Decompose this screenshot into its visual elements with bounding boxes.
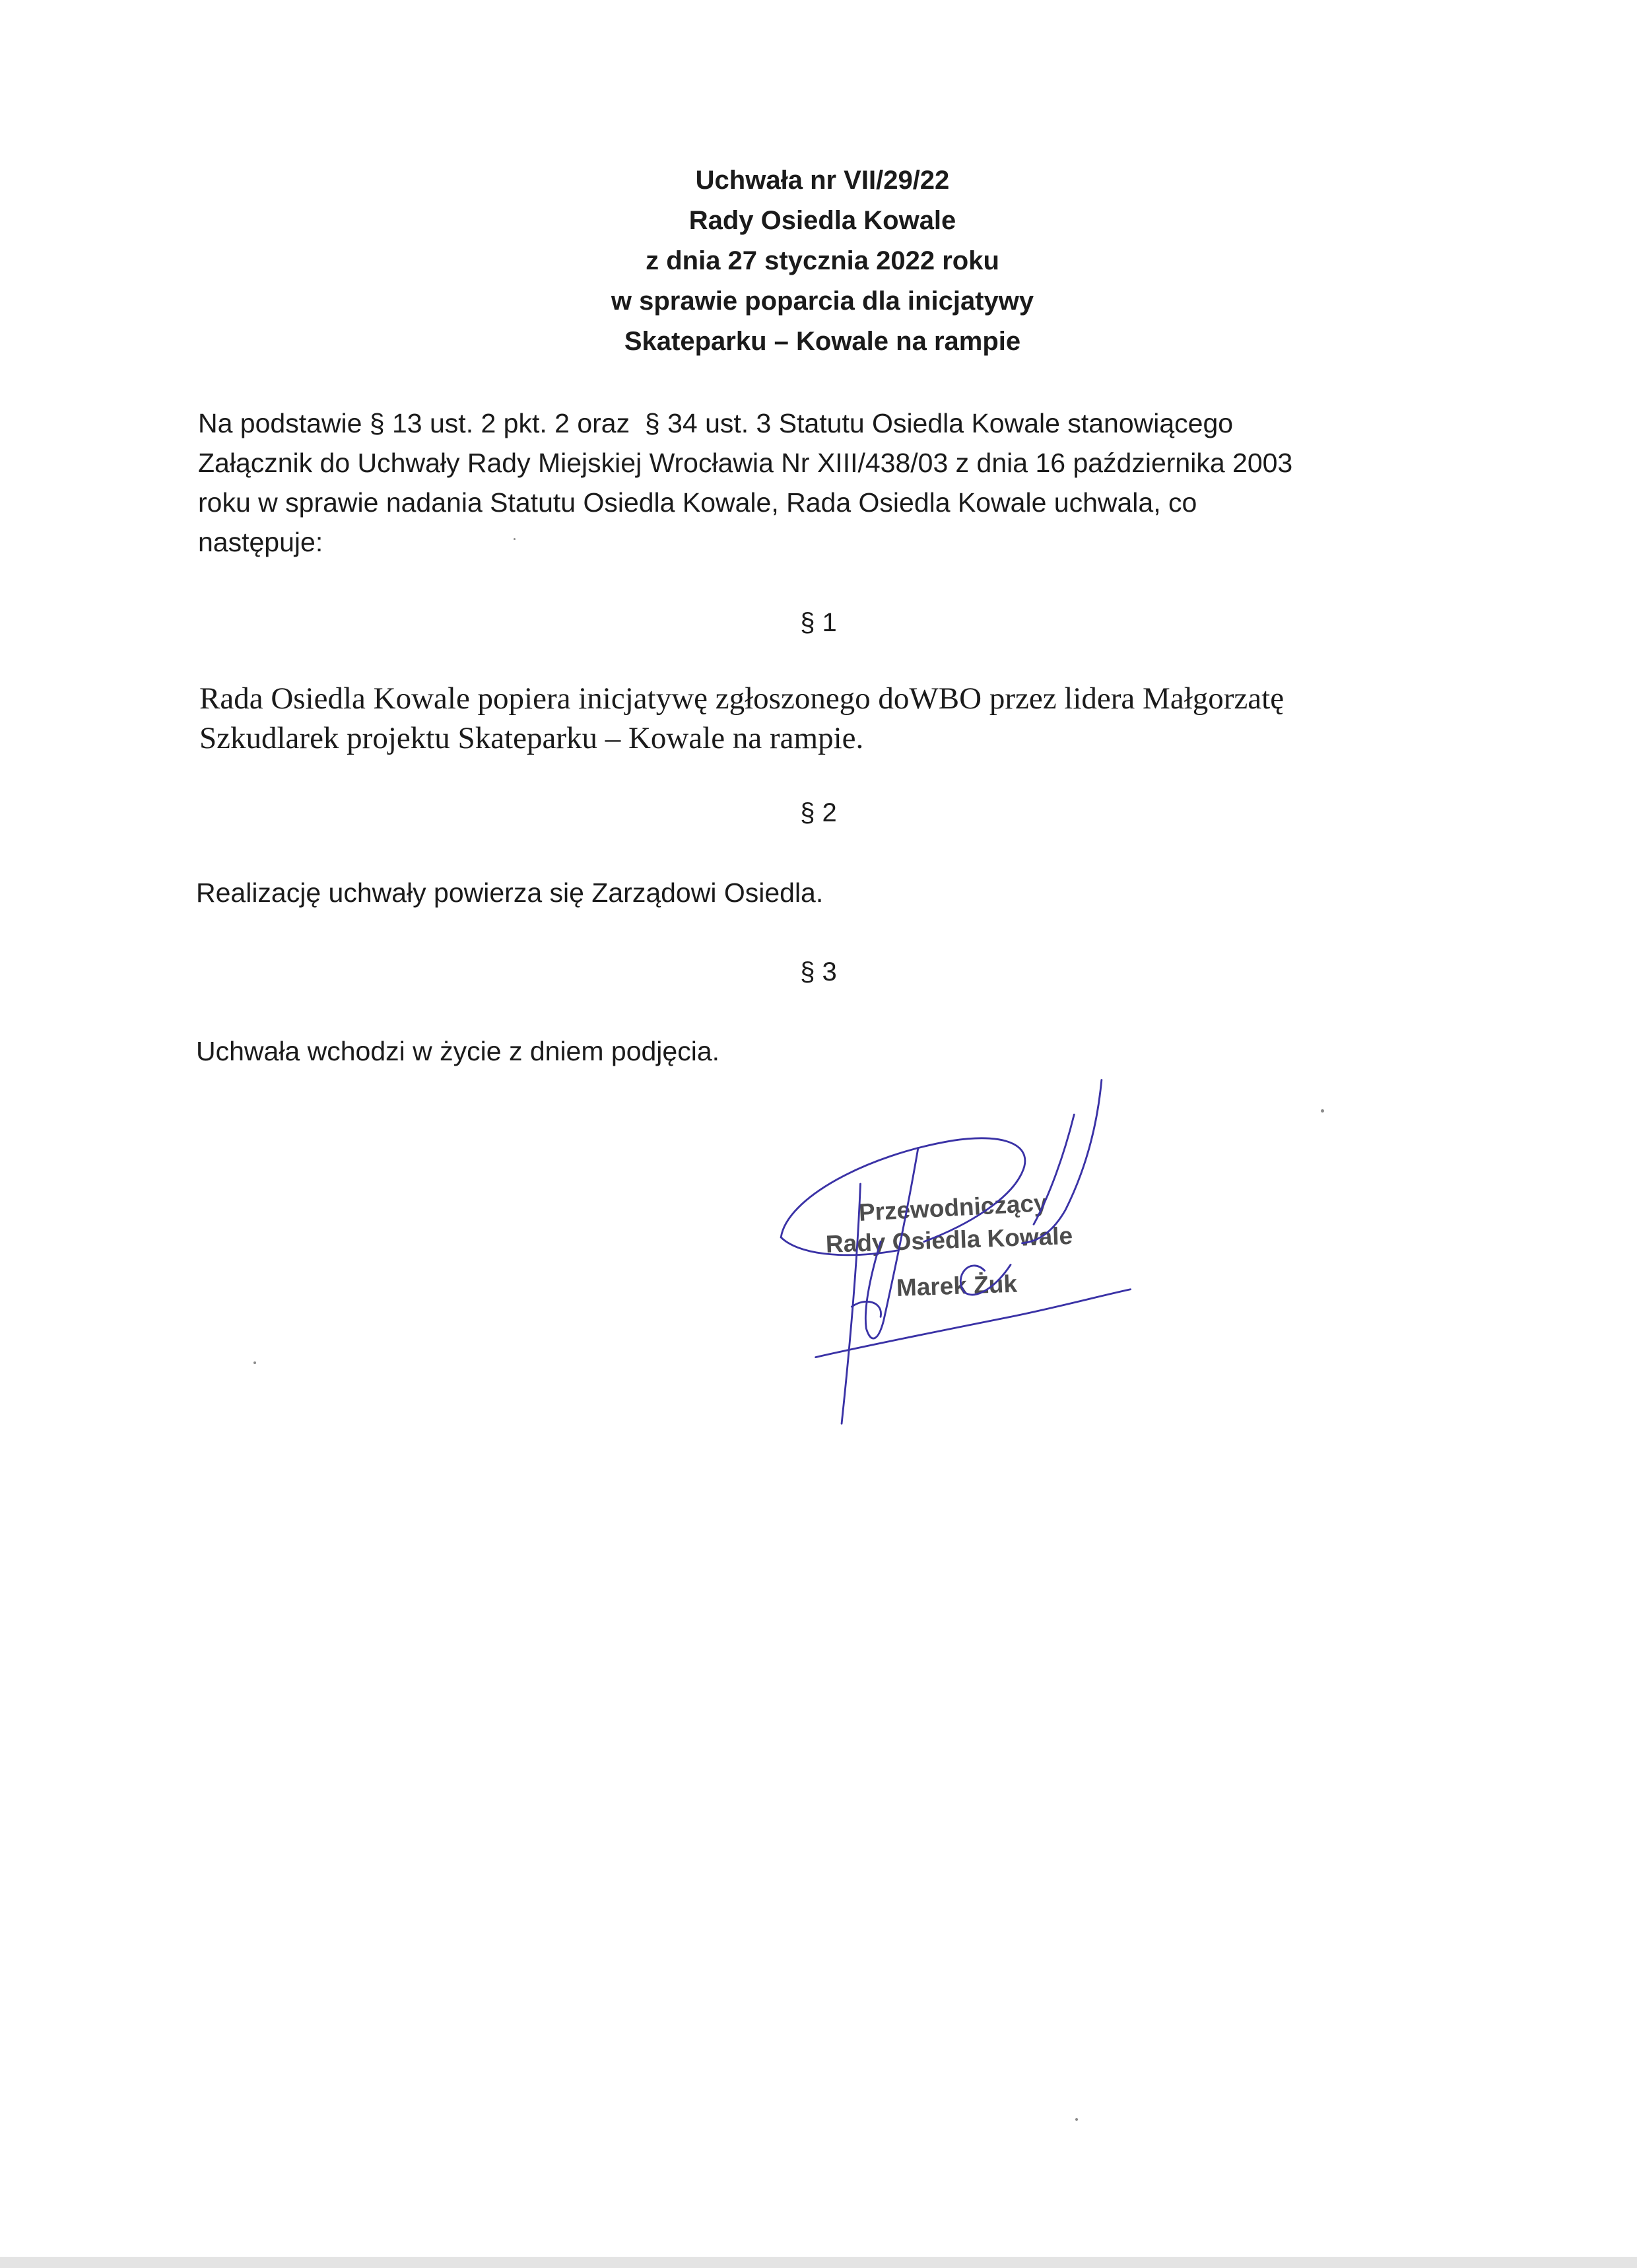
signature-stroke [1034,1115,1074,1224]
title-line-number: Uchwała nr VII/29/22 [695,166,950,195]
section-1-text [199,679,1284,758]
preamble-line: roku w sprawie nadania Statutu Osiedla Kowale, Rada Osiedla Kowale uchwala, co [198,487,1197,518]
handwritten-signature [765,1076,1141,1429]
preamble-line: Na podstawie § 13 ust. 2 pkt. 2 oraz § 34 ust. 3 Statutu Osiedla Kowale stanowiącego [198,408,1234,438]
stamp-title: Przewodniczący [857,1189,1048,1226]
section-3-text: Uchwała wchodzi w życie z dniem podjęcia. [196,1036,720,1066]
stamp-council: Rady Osiedla Kowale [825,1221,1073,1258]
title-line-project: Skateparku – Kowale na rampie [624,327,1021,356]
section-3-heading: § 3 [800,957,837,986]
signature-stroke [960,1265,1011,1295]
signature-stroke [865,1148,918,1338]
preamble-line: następuje: [198,527,323,557]
scan-speck [514,538,516,540]
title-line-date: z dnia 27 stycznia 2022 roku [646,246,999,275]
section-2-heading: § 2 [800,798,837,827]
section-1-line: Szkudlarek projektu Skateparku – Kowale na rampie. [199,721,864,755]
signature-stroke [781,1237,898,1255]
scan-bottom-edge [0,2257,1637,2268]
legal-basis-paragraph [198,403,1292,562]
title-line-council: Rady Osiedla Kowale [688,206,956,235]
scan-speck [1075,2118,1078,2121]
section-1-line: Rada Osiedla Kowale popiera inicjatywę zgłoszonego doWBO przez lidera Małgorzatę [199,681,1285,716]
title-line-subject: w sprawie poparcia dla inicjatywy [611,287,1034,316]
resolution-title [426,160,1219,362]
scan-speck [253,1361,256,1364]
preamble-line: Załącznik do Uchwały Rady Miejskiej Wrocławia Nr XIII/438/03 z dnia 16 października 2003 [198,448,1293,478]
signature-stroke [816,1289,1131,1357]
stamp-name: Marek Żuk [896,1270,1018,1301]
section-1-heading: § 1 [800,608,837,637]
signature-stroke [1022,1080,1102,1243]
scan-speck [1321,1109,1324,1113]
section-2-text: Realizację uchwały powierza się Zarządowi Osiedla. [196,877,824,908]
